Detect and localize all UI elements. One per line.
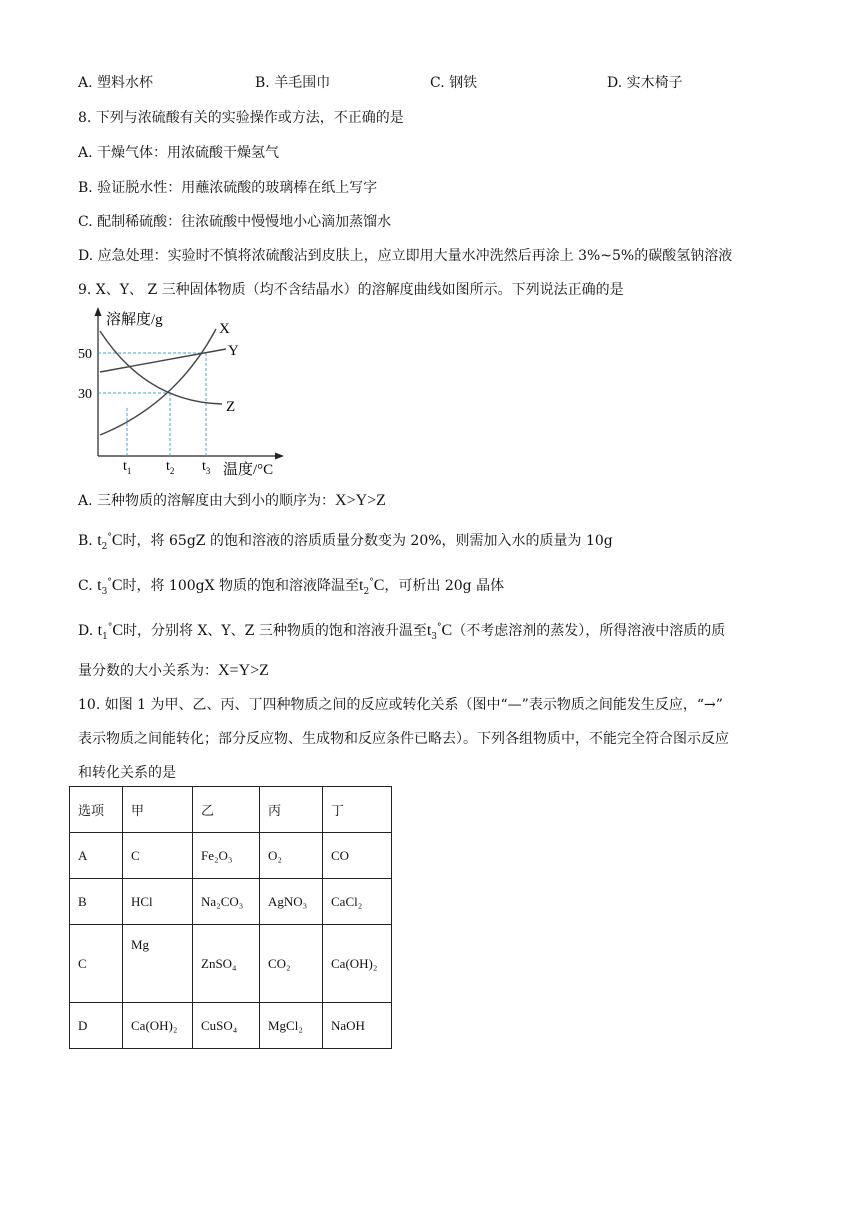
table-header-row xyxy=(70,787,392,833)
q9-option-d-temp: t xyxy=(97,622,103,639)
curve-x xyxy=(100,329,216,435)
x-tick-t3: $t_3$ xyxy=(202,459,211,476)
q9-option-c-temp2: t xyxy=(359,577,364,594)
table-row xyxy=(70,833,392,879)
table-cell: CaCl₂ xyxy=(323,879,392,925)
table-cell: C xyxy=(123,833,193,879)
q9-option-c-sub: 3 xyxy=(101,586,108,597)
q9-option-d-deg2: ° xyxy=(437,622,442,633)
q8-option-a: A. 干燥气体：用浓硫酸干燥氢气 xyxy=(78,145,280,161)
table-header-cell: 甲 xyxy=(123,787,193,833)
table-cell: Na₂CO₃ xyxy=(193,879,260,925)
q9-option-b xyxy=(78,530,613,552)
q10-stem-line-1: 10. 如图 1 为甲、乙、丙、丁四种物质之间的反应或转化关系（图中“—”表示物质之间能发生反应，“→” xyxy=(78,697,723,713)
q9-option-d-line2 xyxy=(78,660,269,680)
y-tick-50: 50 xyxy=(78,347,92,362)
q9-option-d-unit2: C xyxy=(441,622,453,639)
curve-y xyxy=(100,349,226,372)
table-cell: NaOH xyxy=(323,1003,392,1049)
q9-option-b-text: 时，将 65gZ 的饱和溶液的溶质质量分数变为 20%，则需加入水的质量为 10g xyxy=(122,533,613,549)
table-cell: CO₂ xyxy=(260,925,323,1003)
q7-option-c: C. 钢铁 xyxy=(430,75,478,91)
x-axis-label: 温度/°C xyxy=(223,462,274,478)
q9-option-d-prefix: D. xyxy=(78,623,98,639)
q9-option-b-deg: ° xyxy=(107,532,112,543)
q9-option-d-line2-text: 量分数的大小关系为： xyxy=(78,663,218,679)
table-cell: B xyxy=(70,879,123,925)
q9-option-a-text: A. 三种物质的溶解度由大到小的顺序为： xyxy=(78,493,336,509)
table-cell xyxy=(123,925,193,1003)
q9-option-d-sub: 1 xyxy=(102,631,108,642)
q9-option-c-text: 时，将 100gX 物质的饱和溶液降温至 xyxy=(122,578,360,594)
table-row xyxy=(70,879,392,925)
table-cell-text: Mg xyxy=(131,937,150,952)
table-row xyxy=(70,1003,392,1049)
q9-option-c-sub2: 2 xyxy=(363,586,370,597)
q7-option-d: D. 实木椅子 xyxy=(607,75,683,91)
table-cell: A xyxy=(70,833,123,879)
curve-label-y: Y xyxy=(228,343,239,359)
q9-option-d-temp2: t xyxy=(426,622,432,639)
q9-option-b-temp: t xyxy=(97,532,102,549)
table-cell: Ca(OH)₂ xyxy=(323,925,392,1003)
q7-option-a: A. 塑料水杯 xyxy=(78,75,154,91)
y-axis-label: 溶解度/g xyxy=(106,312,163,328)
q9-option-d-deg: ° xyxy=(107,622,113,633)
q9-option-b-sub: 2 xyxy=(101,541,108,552)
y-tick-30: 30 xyxy=(78,387,92,402)
q9-option-a-formula: X>Y>Z xyxy=(335,492,386,509)
table-cell: CuSO₄ xyxy=(193,1003,260,1049)
q9-option-c-prefix: C. xyxy=(78,578,98,594)
q9-option-c xyxy=(78,575,504,597)
table-cell: CO xyxy=(323,833,392,879)
q9-option-c-deg2: ° xyxy=(369,577,374,588)
q8-option-b: B. 验证脱水性：用蘸浓硫酸的玻璃棒在纸上写字 xyxy=(78,180,378,196)
table-cell: D xyxy=(70,1003,123,1049)
q8-option-d: D. 应急处理：实验时不慎将浓硫酸沾到皮肤上，应立即用大量水冲洗然后再涂上 3%~5%的碳酸氢钠溶液 xyxy=(78,248,733,264)
q8-stem: 8. 下列与浓硫酸有关的实验操作或方法，不正确的是 xyxy=(78,110,404,126)
q9-option-d-text2: （不考虑溶剂的蒸发），所得溶液中溶质的质 xyxy=(452,623,726,639)
q8-option-c: C. 配制稀硫酸：往浓硫酸中慢慢地小心滴加蒸馏水 xyxy=(78,214,392,230)
table-cell: Fe₂O₃ xyxy=(193,833,260,879)
curve-label-z: Z xyxy=(226,399,236,415)
table-row xyxy=(70,925,392,1003)
q9-option-a xyxy=(78,490,386,510)
x-tick-t2: $t_2$ xyxy=(166,459,175,476)
table-cell: HCl xyxy=(123,879,193,925)
q10-options-table xyxy=(69,786,392,1049)
q9-option-c-unit2: C xyxy=(373,577,385,594)
table-cell: C xyxy=(70,925,123,1003)
table-header-cell: 丙 xyxy=(260,787,323,833)
x-tick-t1: $t_1$ xyxy=(123,459,132,476)
table-cell: MgCl₂ xyxy=(260,1003,323,1049)
table-header-cell: 丁 xyxy=(323,787,392,833)
q7-option-b: B. 羊毛围巾 xyxy=(255,75,331,91)
q9-option-d-text: 时，分别将 X、Y、Z 三种物质的饱和溶液升温至 xyxy=(123,623,427,639)
q9-option-d-formula: X=Y>Z xyxy=(218,662,269,679)
q9-option-d xyxy=(78,620,725,642)
q9-option-c-unit: C xyxy=(111,577,123,594)
table-header-cell: 乙 xyxy=(193,787,260,833)
table-cell: O₂ xyxy=(260,833,323,879)
q9-stem: 9. X、Y、 Z 三种固体物质（均不含结晶水）的溶解度曲线如图所示。下列说法正确的是 xyxy=(78,282,624,298)
table-cell: ZnSO₄ xyxy=(193,925,260,1003)
q9-option-c-text2: ，可析出 20g 晶体 xyxy=(384,578,505,594)
curve-label-x: X xyxy=(219,321,230,337)
q10-stem-line-2: 表示物质之间能转化；部分反应物、生成物和反应条件已略去）。下列各组物质中，不能完全符合图示反应 xyxy=(78,731,729,747)
table-cell: AgNO₃ xyxy=(260,879,323,925)
q9-option-b-unit: C xyxy=(111,532,123,549)
q10-stem-line-3: 和转化关系的是 xyxy=(78,765,176,781)
solubility-graph xyxy=(66,304,296,480)
q9-option-d-unit: C xyxy=(112,622,123,639)
q9-option-c-deg: ° xyxy=(107,577,112,588)
q9-option-b-prefix: B. xyxy=(78,533,98,549)
table-header-cell: 选项 xyxy=(70,787,123,833)
table-cell: Ca(OH)₂ xyxy=(123,1003,193,1049)
q9-option-c-temp: t xyxy=(97,577,102,594)
q9-option-d-sub2: 3 xyxy=(431,631,438,642)
